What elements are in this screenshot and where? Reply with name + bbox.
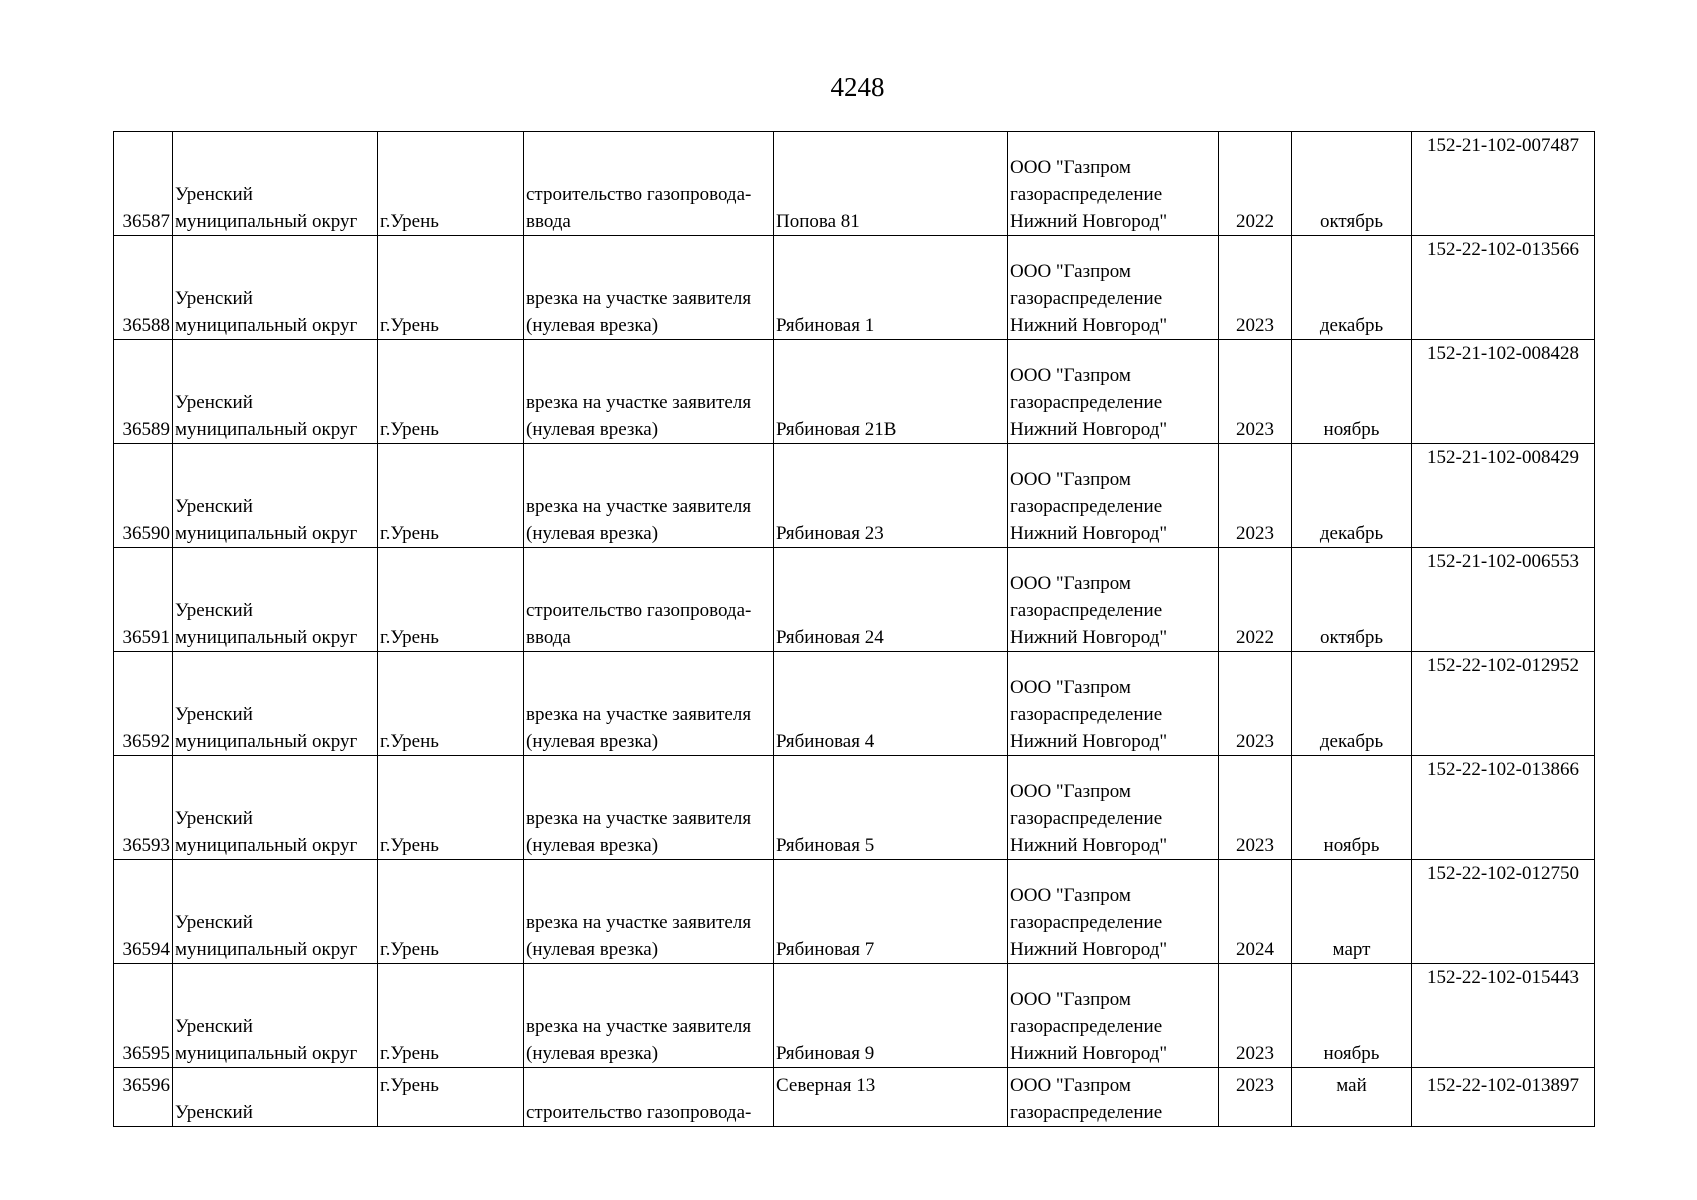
district-cell: Уренский муниципальный округ: [173, 444, 378, 548]
year-cell: 2023: [1219, 652, 1292, 756]
district-cell: Уренский муниципальный округ: [173, 964, 378, 1068]
code-cell: 152-22-102-012952: [1412, 652, 1595, 756]
address-cell: Рябиновая 1: [774, 236, 1008, 340]
row-number: 36595: [114, 964, 173, 1068]
district-cell: Уренский муниципальный округ: [173, 860, 378, 964]
city-cell: г.Урень: [378, 652, 524, 756]
table-row: [114, 444, 1595, 548]
code-cell: 152-22-102-013566: [1412, 236, 1595, 340]
work-type-cell: врезка на участке заявителя (нулевая врезка): [524, 340, 774, 444]
code-cell: 152-21-102-006553: [1412, 548, 1595, 652]
address-cell: Рябиновая 4: [774, 652, 1008, 756]
year-cell: 2023: [1219, 340, 1292, 444]
organization-cell: ООО "Газпром газораспределение Нижний Новгород": [1008, 964, 1219, 1068]
month-cell: декабрь: [1292, 652, 1412, 756]
address-cell: Северная 13: [774, 1068, 1008, 1127]
row-number: 36592: [114, 652, 173, 756]
organization-cell: ООО "Газпром газораспределение: [1008, 1068, 1219, 1127]
city-cell: г.Урень: [378, 860, 524, 964]
code-cell: 152-21-102-008429: [1412, 444, 1595, 548]
work-type-cell: строительство газопровода-: [524, 1068, 774, 1127]
row-number: 36593: [114, 756, 173, 860]
district-cell: Уренский муниципальный округ: [173, 548, 378, 652]
organization-cell: ООО "Газпром газораспределение Нижний Новгород": [1008, 652, 1219, 756]
table-row: [114, 860, 1595, 964]
table-row-partial: [114, 1068, 1595, 1127]
address-cell: Рябиновая 5: [774, 756, 1008, 860]
row-number: 36588: [114, 236, 173, 340]
table-row: [114, 548, 1595, 652]
city-cell: г.Урень: [378, 132, 524, 236]
code-cell: 152-21-102-007487: [1412, 132, 1595, 236]
year-cell: 2024: [1219, 860, 1292, 964]
code-cell: 152-22-102-013866: [1412, 756, 1595, 860]
address-cell: Рябиновая 9: [774, 964, 1008, 1068]
code-cell: 152-22-102-012750: [1412, 860, 1595, 964]
address-cell: Рябиновая 23: [774, 444, 1008, 548]
organization-cell: ООО "Газпром газораспределение Нижний Новгород": [1008, 444, 1219, 548]
row-number: 36587: [114, 132, 173, 236]
row-number: 36590: [114, 444, 173, 548]
organization-cell: ООО "Газпром газораспределение Нижний Новгород": [1008, 548, 1219, 652]
city-cell: г.Урень: [378, 756, 524, 860]
district-cell: Уренский: [173, 1068, 378, 1127]
address-cell: Рябиновая 7: [774, 860, 1008, 964]
row-number: 36594: [114, 860, 173, 964]
work-type-cell: врезка на участке заявителя (нулевая врезка): [524, 756, 774, 860]
address-cell: Рябиновая 21В: [774, 340, 1008, 444]
city-cell: г.Урень: [378, 236, 524, 340]
address-cell: Рябиновая 24: [774, 548, 1008, 652]
year-cell: 2023: [1219, 1068, 1292, 1127]
table-row: [114, 236, 1595, 340]
month-cell: ноябрь: [1292, 964, 1412, 1068]
year-cell: 2022: [1219, 548, 1292, 652]
year-cell: 2023: [1219, 236, 1292, 340]
month-cell: октябрь: [1292, 132, 1412, 236]
table-row: [114, 756, 1595, 860]
year-cell: 2022: [1219, 132, 1292, 236]
work-type-cell: врезка на участке заявителя (нулевая врезка): [524, 444, 774, 548]
table-row: [114, 652, 1595, 756]
year-cell: 2023: [1219, 756, 1292, 860]
registry-table: [113, 131, 1595, 1127]
row-number: 36589: [114, 340, 173, 444]
month-cell: май: [1292, 1068, 1412, 1127]
work-type-cell: строительство газопровода- ввода: [524, 132, 774, 236]
month-cell: март: [1292, 860, 1412, 964]
year-cell: 2023: [1219, 964, 1292, 1068]
city-cell: г.Урень: [378, 548, 524, 652]
row-number: 36596: [114, 1068, 173, 1127]
work-type-cell: врезка на участке заявителя (нулевая врезка): [524, 652, 774, 756]
page-number: 4248: [830, 72, 885, 102]
organization-cell: ООО "Газпром газораспределение Нижний Новгород": [1008, 860, 1219, 964]
month-cell: ноябрь: [1292, 756, 1412, 860]
district-cell: Уренский муниципальный округ: [173, 132, 378, 236]
code-cell: 152-22-102-013897: [1412, 1068, 1595, 1127]
district-cell: Уренский муниципальный округ: [173, 236, 378, 340]
district-cell: Уренский муниципальный округ: [173, 652, 378, 756]
work-type-cell: врезка на участке заявителя (нулевая врезка): [524, 236, 774, 340]
table-row: [114, 340, 1595, 444]
work-type-cell: врезка на участке заявителя (нулевая врезка): [524, 860, 774, 964]
organization-cell: ООО "Газпром газораспределение Нижний Новгород": [1008, 132, 1219, 236]
organization-cell: ООО "Газпром газораспределение Нижний Новгород": [1008, 756, 1219, 860]
address-cell: Попова 81: [774, 132, 1008, 236]
table-row: [114, 132, 1595, 236]
code-cell: 152-22-102-015443: [1412, 964, 1595, 1068]
work-type-cell: врезка на участке заявителя (нулевая врезка): [524, 964, 774, 1068]
organization-cell: ООО "Газпром газораспределение Нижний Новгород": [1008, 340, 1219, 444]
city-cell: г.Урень: [378, 964, 524, 1068]
month-cell: октябрь: [1292, 548, 1412, 652]
table-body: [114, 132, 1595, 1127]
city-cell: г.Урень: [378, 1068, 524, 1127]
table-row: [114, 964, 1595, 1068]
city-cell: г.Урень: [378, 444, 524, 548]
month-cell: декабрь: [1292, 236, 1412, 340]
district-cell: Уренский муниципальный округ: [173, 340, 378, 444]
month-cell: ноябрь: [1292, 340, 1412, 444]
city-cell: г.Урень: [378, 340, 524, 444]
row-number: 36591: [114, 548, 173, 652]
code-cell: 152-21-102-008428: [1412, 340, 1595, 444]
month-cell: декабрь: [1292, 444, 1412, 548]
work-type-cell: строительство газопровода- ввода: [524, 548, 774, 652]
district-cell: Уренский муниципальный округ: [173, 756, 378, 860]
organization-cell: ООО "Газпром газораспределение Нижний Новгород": [1008, 236, 1219, 340]
year-cell: 2023: [1219, 444, 1292, 548]
